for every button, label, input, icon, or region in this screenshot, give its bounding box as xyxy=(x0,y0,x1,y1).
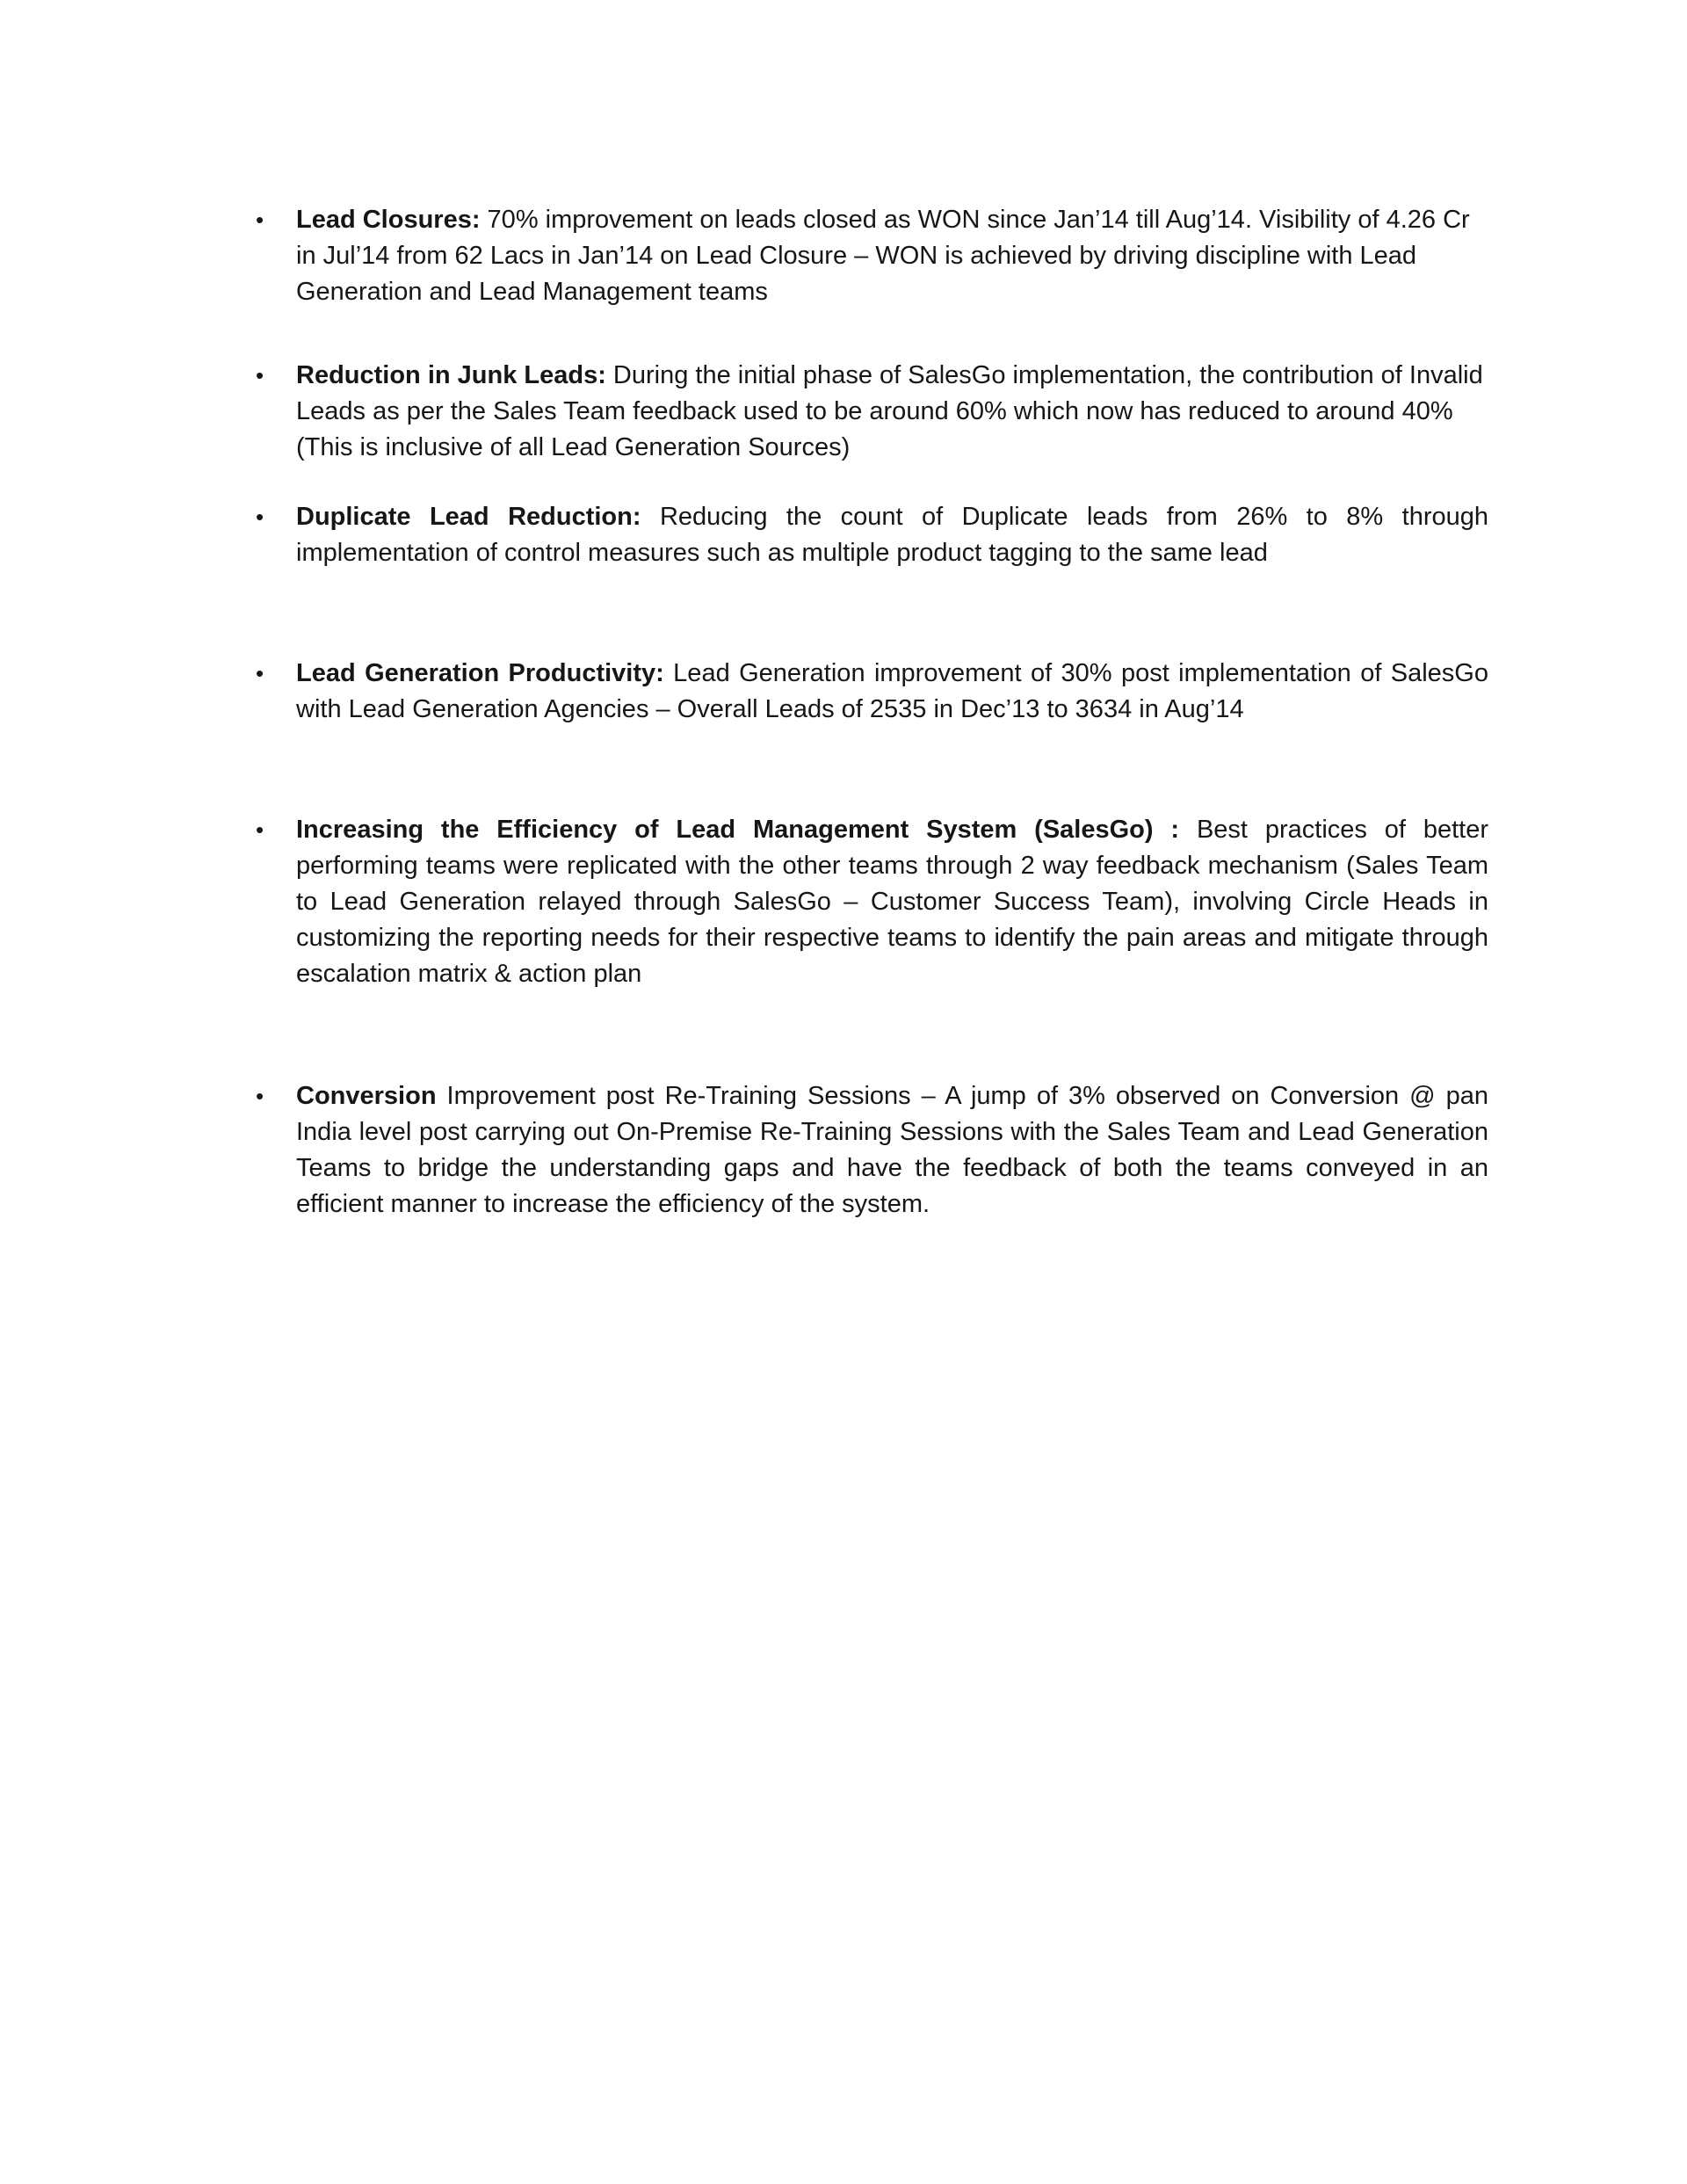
bullet-item-efficiency-salesgo xyxy=(250,812,1488,992)
bullet-heading-efficiency-salesgo: Increasing the Efficiency of Lead Management System (SalesGo) : xyxy=(296,816,1180,844)
bullet-heading-junk-leads: Reduction in Junk Leads: xyxy=(296,361,606,389)
bullet-icon: • xyxy=(256,816,264,843)
bullet-text-duplicate-lead xyxy=(296,499,1488,571)
bullet-list xyxy=(250,202,1687,1223)
bullet-icon: • xyxy=(256,504,264,530)
bullet-body-duplicate-lead: Reducing the count of Duplicate leads from 26% to 8% through implementation of control measures such as multiple product tagging to the same lead xyxy=(296,503,1488,567)
bullet-heading-lead-gen-productivity: Lead Generation Productivity: xyxy=(296,659,664,687)
bullet-heading-lead-closures: Lead Closures: xyxy=(296,206,481,234)
bullet-text-junk-leads xyxy=(296,358,1488,466)
bullet-text-conversion xyxy=(296,1078,1488,1223)
bullet-body-junk-leads: During the initial phase of SalesGo implementation, the contribution of Invalid Leads as per the Sales Team feedback used to be around 60% which now has reduced to around 40% (This is inclusive of all Lead Generation Sources) xyxy=(296,361,1483,461)
bullet-heading-duplicate-lead: Duplicate Lead Reduction: xyxy=(296,503,641,531)
bullet-body-efficiency-salesgo: Best practices of better performing teams were replicated with the other teams through 2 way feedback mechanism (Sales Team to Lead Generation relayed through SalesGo – Customer Success Team), involving Circle Heads in customizing the reporting needs for their respective teams to identify the pain areas and mitigate through escalation matrix & action plan xyxy=(296,816,1488,988)
bullet-heading-conversion: Conversion xyxy=(296,1082,437,1110)
bullet-body-lead-closures: 70% improvement on leads closed as WON since Jan’14 till Aug’14. Visibility of 4.26 Cr in Jul’14 from 62 Lacs in Jan’14 on Lead Closure – WON is achieved by driving discipline with Lead Generation and Lead Management teams xyxy=(296,206,1470,306)
bullet-body-conversion: Improvement post Re-Training Sessions – A jump of 3% observed on Conversion @ pan India level post carrying out On-Premise Re-Training Sessions with the Sales Team and Lead Generation Teams to bridge the understanding gaps and have the feedback of both the teams conveyed in an efficient manner to increase the efficiency of the system. xyxy=(296,1082,1488,1218)
bullet-item-conversion xyxy=(250,1078,1488,1223)
bullet-text-lead-closures xyxy=(296,202,1488,310)
bullet-text-lead-gen-productivity xyxy=(296,656,1488,728)
bullet-item-lead-closures xyxy=(250,202,1488,310)
bullet-item-duplicate-lead xyxy=(250,499,1488,571)
bullet-item-lead-gen-productivity xyxy=(250,656,1488,728)
bullet-body-lead-gen-productivity: Lead Generation improvement of 30% post implementation of SalesGo with Lead Generation Agencies – Overall Leads of 2535 in Dec’13 to 3634 in Aug’14 xyxy=(296,659,1488,723)
bullet-icon: • xyxy=(256,660,264,686)
bullet-icon: • xyxy=(256,1083,264,1109)
bullet-item-junk-leads xyxy=(250,358,1488,466)
bullet-icon: • xyxy=(256,207,264,233)
bullet-text-efficiency-salesgo xyxy=(296,812,1488,992)
bullet-icon: • xyxy=(256,362,264,388)
